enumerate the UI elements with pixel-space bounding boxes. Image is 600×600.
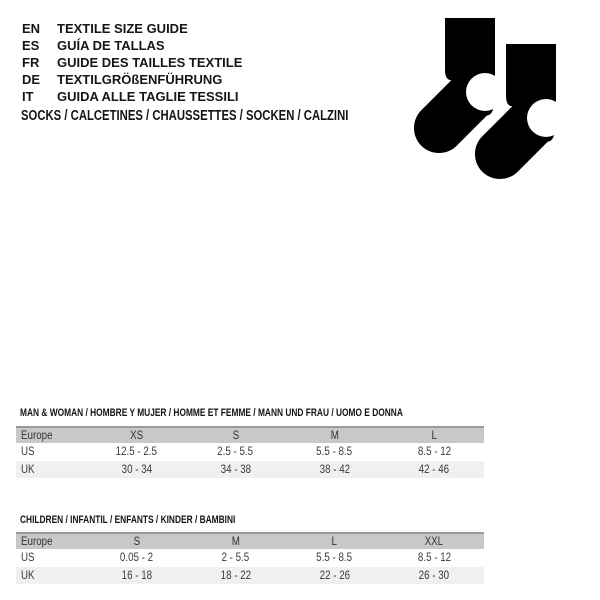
language-code: EN <box>22 21 41 36</box>
col-header-size: S <box>133 535 140 548</box>
language-code: IT <box>22 89 34 104</box>
size-cell: 38 - 42 <box>319 463 350 476</box>
size-cell: 34 - 38 <box>220 463 251 476</box>
size-cell: 5.5 - 8.5 <box>316 552 353 564</box>
size-cell: 8.5 - 12 <box>417 446 451 458</box>
language-label: GUÍA DE TALLAS <box>57 38 165 53</box>
col-header-size: L <box>331 535 338 548</box>
size-cell: 18 - 22 <box>220 569 251 582</box>
col-header-region: Europe <box>21 535 53 548</box>
language-row-de <box>22 71 242 88</box>
language-code: DE <box>22 72 41 87</box>
col-header-size: XXL <box>424 535 444 548</box>
language-row-en <box>22 20 242 37</box>
size-cell: 22 - 26 <box>319 569 350 582</box>
language-label: TEXTILGRÖßENFÜHRUNG <box>57 72 223 87</box>
size-cell: 16 - 18 <box>121 569 152 582</box>
adults-us-row <box>16 443 484 461</box>
adults-table-title <box>20 407 524 420</box>
children-table-title-text: CHILDREN / INFANTIL / ENFANTS / KINDER / BAMBINI <box>20 514 236 526</box>
col-header-size: XS <box>129 429 144 442</box>
children-us-row <box>16 549 484 567</box>
category-heading <box>21 108 441 124</box>
language-row-it <box>22 88 242 105</box>
language-code: FR <box>22 55 40 70</box>
adults-table-title-text: MAN & WOMAN / HOMBRE Y MUJER / HOMME ET FEMME / MANN UND FRAU / UOMO E DONNA <box>20 407 403 419</box>
row-label: UK <box>21 569 35 582</box>
children-header-row <box>16 533 484 549</box>
size-cell: 2.5 - 5.5 <box>217 446 254 458</box>
size-cell: 26 - 30 <box>418 569 450 582</box>
size-cell: 42 - 46 <box>418 463 450 476</box>
children-table-title <box>20 514 303 527</box>
size-cell: 5.5 - 8.5 <box>316 446 353 458</box>
size-cell: 8.5 - 12 <box>417 552 451 564</box>
language-row-es <box>22 37 242 54</box>
category-heading-text: SOCKS / CALCETINES / CHAUSSETTES / SOCKEN / CALZINI <box>21 108 349 124</box>
language-code: ES <box>22 38 40 53</box>
row-label: US <box>21 552 35 564</box>
adults-uk-row <box>16 461 484 478</box>
col-header-size: L <box>431 429 437 442</box>
col-header-size: M <box>330 429 339 442</box>
children-size-table <box>16 532 484 584</box>
adults-header-row <box>16 427 484 443</box>
language-row-fr <box>22 54 242 71</box>
col-header-size: S <box>232 429 239 442</box>
size-cell: 0.05 - 2 <box>119 552 154 564</box>
language-label: GUIDA ALLE TAGLIE TESSILI <box>57 89 239 104</box>
size-cell: 2 - 5.5 <box>221 552 250 564</box>
adults-size-table <box>16 426 484 478</box>
socks-icon <box>400 8 570 198</box>
size-cell: 30 - 34 <box>121 463 152 476</box>
language-list <box>22 20 242 105</box>
language-label: TEXTILE SIZE GUIDE <box>57 21 188 36</box>
col-header-region: Europe <box>21 429 53 442</box>
row-label: UK <box>21 463 35 476</box>
row-label: US <box>21 446 35 458</box>
language-label: GUIDE DES TAILLES TEXTILE <box>57 55 243 70</box>
col-header-size: M <box>231 535 240 548</box>
children-uk-row <box>16 567 484 584</box>
size-cell: 12.5 - 2.5 <box>115 446 158 458</box>
